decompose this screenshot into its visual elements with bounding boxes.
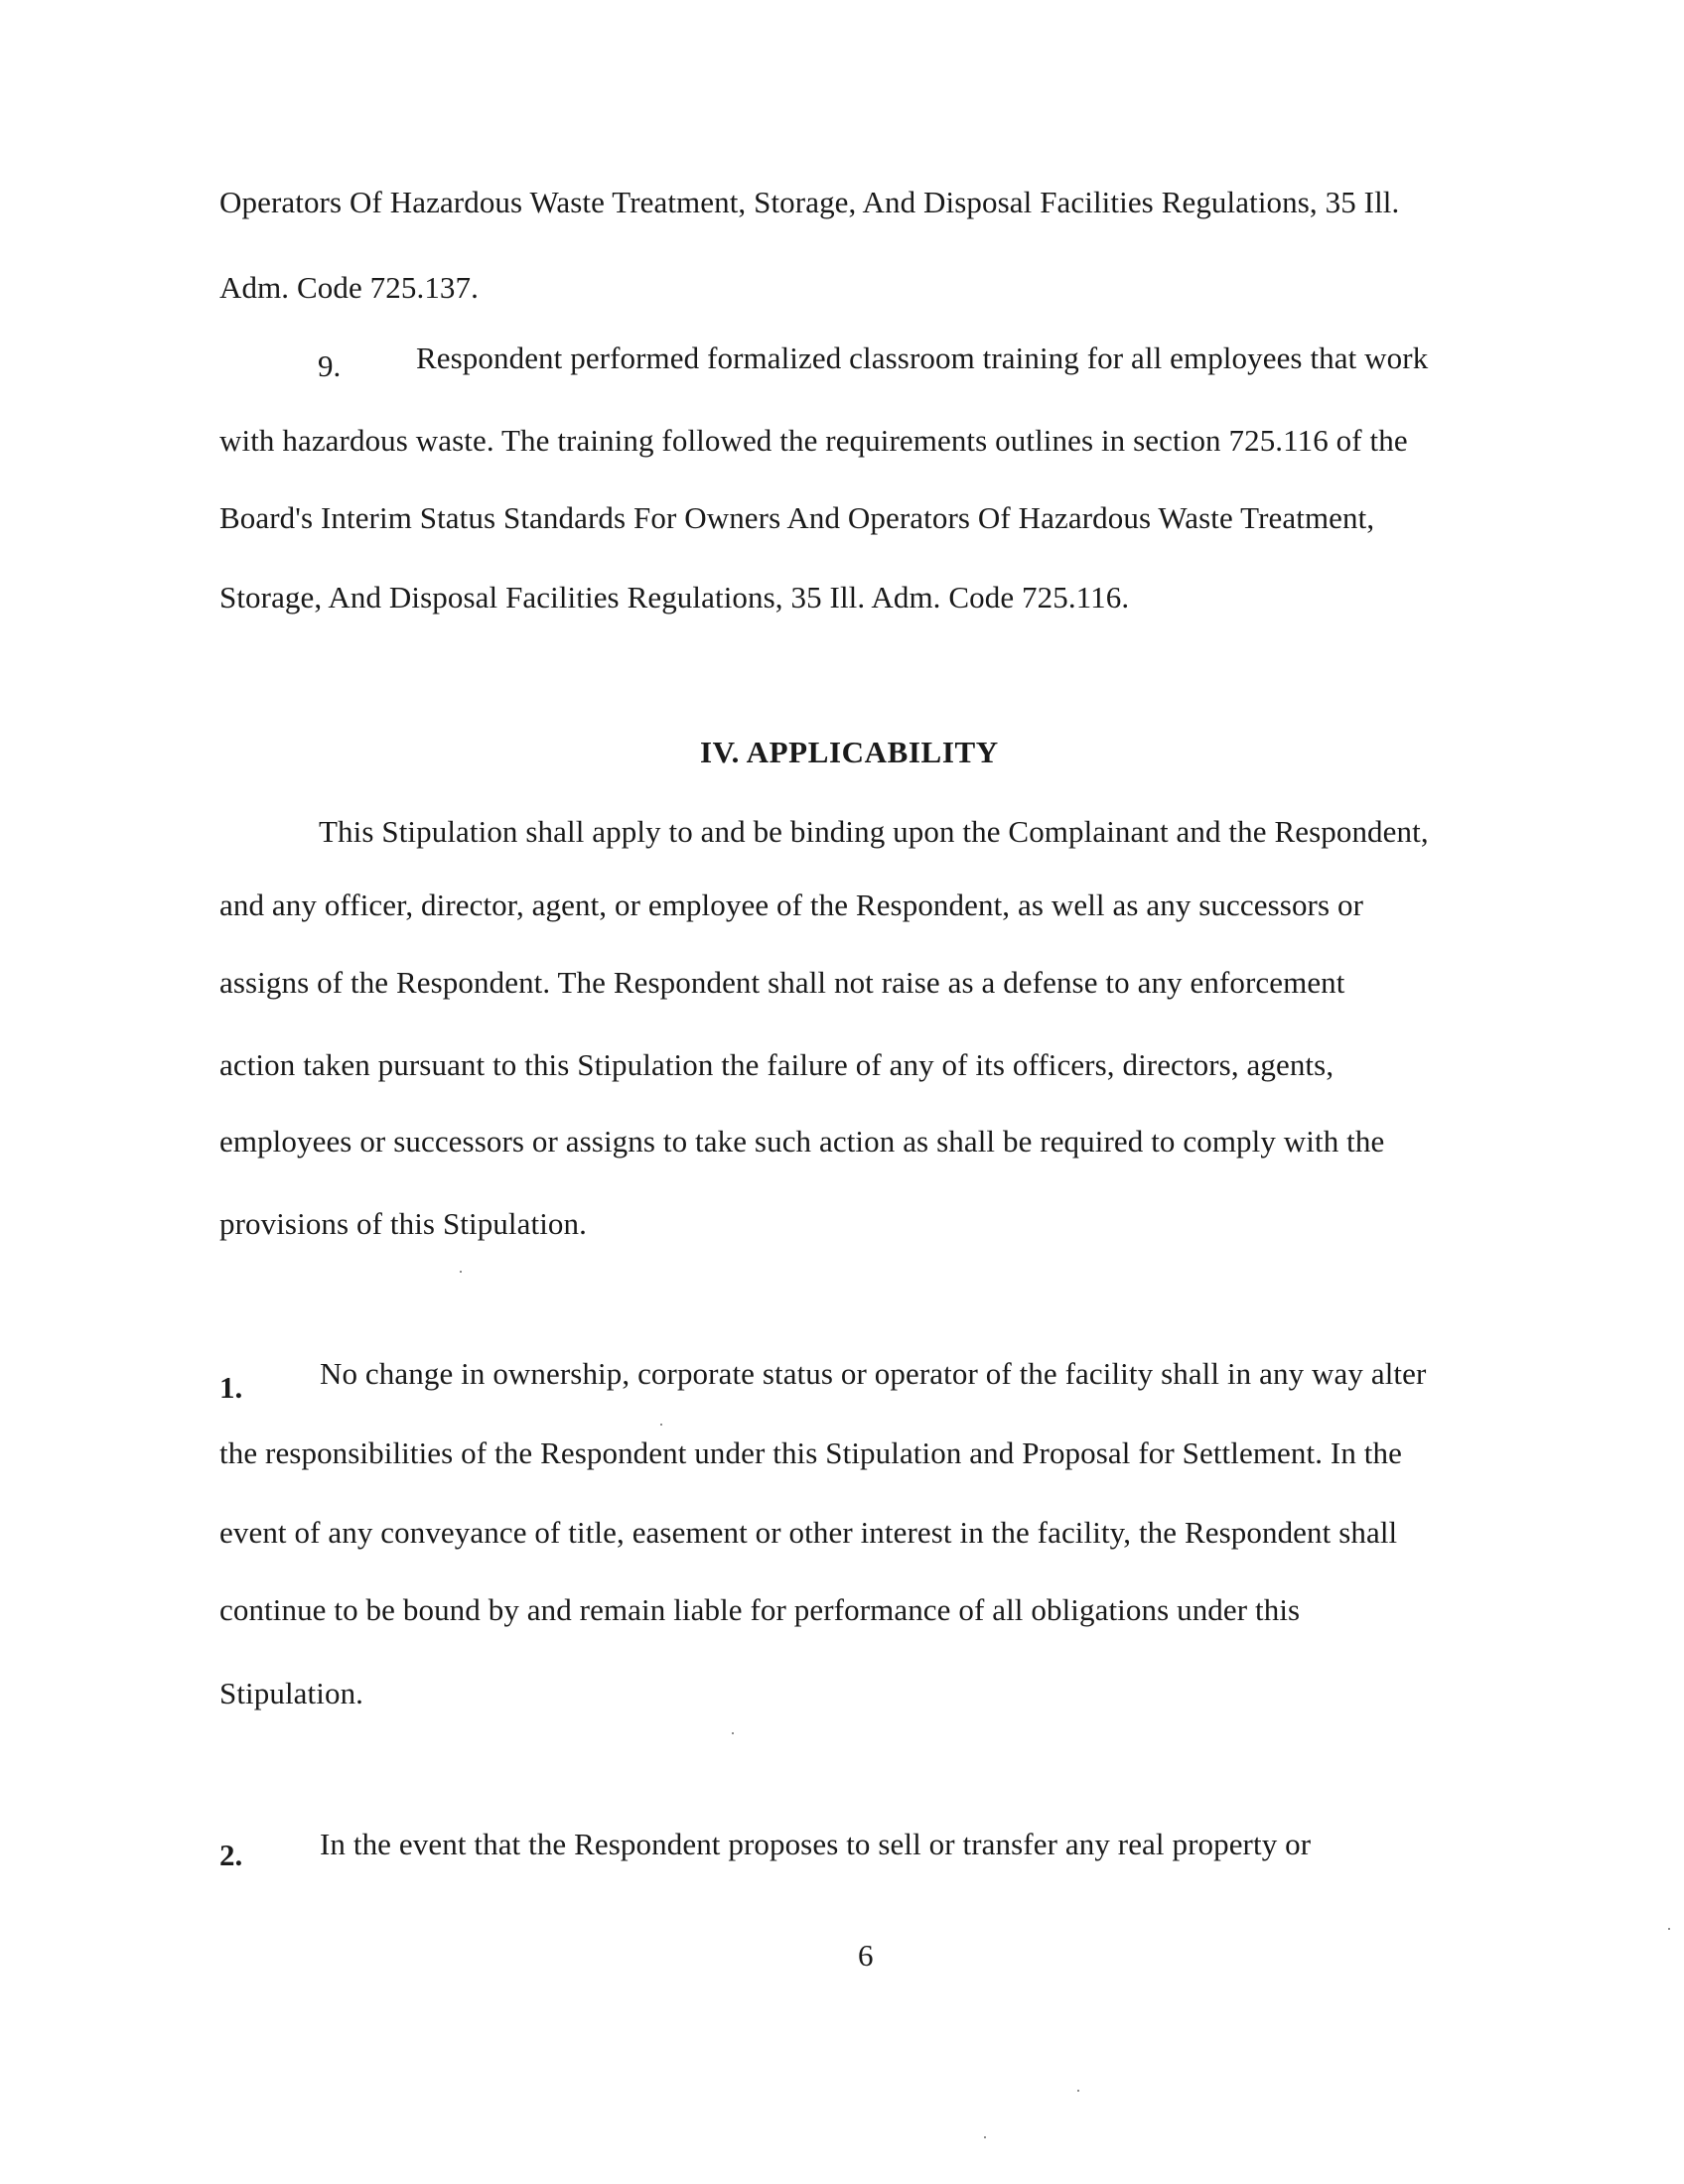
scan-speck [732,1732,734,1734]
scan-speck [460,1271,462,1273]
paragraph-line: This Stipulation shall apply to and be binding upon the Complainant and the Respondent, [319,814,1429,849]
paragraph-line: employees or successors or assigns to take such action as shall be required to comply with the [219,1124,1385,1159]
continuation-line: Adm. Code 725.137. [219,270,479,305]
paragraph-line: Storage, And Disposal Facilities Regulations, 35 Ill. Adm. Code 725.116. [219,580,1130,614]
item-line: No change in ownership, corporate status or operator of the facility shall in any way alter [320,1356,1427,1391]
scan-speck [1668,1928,1670,1930]
paragraph-line: with hazardous waste. The training followed the requirements outlines in section 725.116 of the [219,423,1408,458]
item-line: Stipulation. [219,1676,364,1710]
paragraph-number: 9. [318,348,342,383]
item-line: In the event that the Respondent proposes to sell or transfer any real property or [320,1827,1312,1861]
scan-speck [984,2136,986,2138]
scan-speck [1077,2090,1079,2092]
page-number: 6 [858,1938,874,1973]
item-number: 2. [219,1838,243,1872]
paragraph-line: action taken pursuant to this Stipulation the failure of any of its officers, directors, agents, [219,1047,1334,1082]
item-line: continue to be bound by and remain liable for performance of all obligations under this [219,1592,1301,1627]
item-line: the responsibilities of the Respondent under this Stipulation and Proposal for Settlement. In the [219,1435,1402,1470]
item-line: event of any conveyance of title, easement or other interest in the facility, the Respondent shall [219,1515,1398,1550]
paragraph-line: provisions of this Stipulation. [219,1206,587,1241]
paragraph-line: and any officer, director, agent, or employee of the Respondent, as well as any successors or [219,887,1364,922]
paragraph-line: Board's Interim Status Standards For Owners And Operators Of Hazardous Waste Treatment, [219,500,1375,535]
scan-speck [660,1424,662,1426]
paragraph-line: assigns of the Respondent. The Respondent shall not raise as a defense to any enforcement [219,965,1345,1000]
section-heading: IV. APPLICABILITY [700,735,999,769]
paragraph-line: Respondent performed formalized classroom training for all employees that work [416,341,1429,375]
continuation-line: Operators Of Hazardous Waste Treatment, Storage, And Disposal Facilities Regulations, 35 Ill. [219,185,1400,219]
item-number: 1. [219,1370,243,1405]
